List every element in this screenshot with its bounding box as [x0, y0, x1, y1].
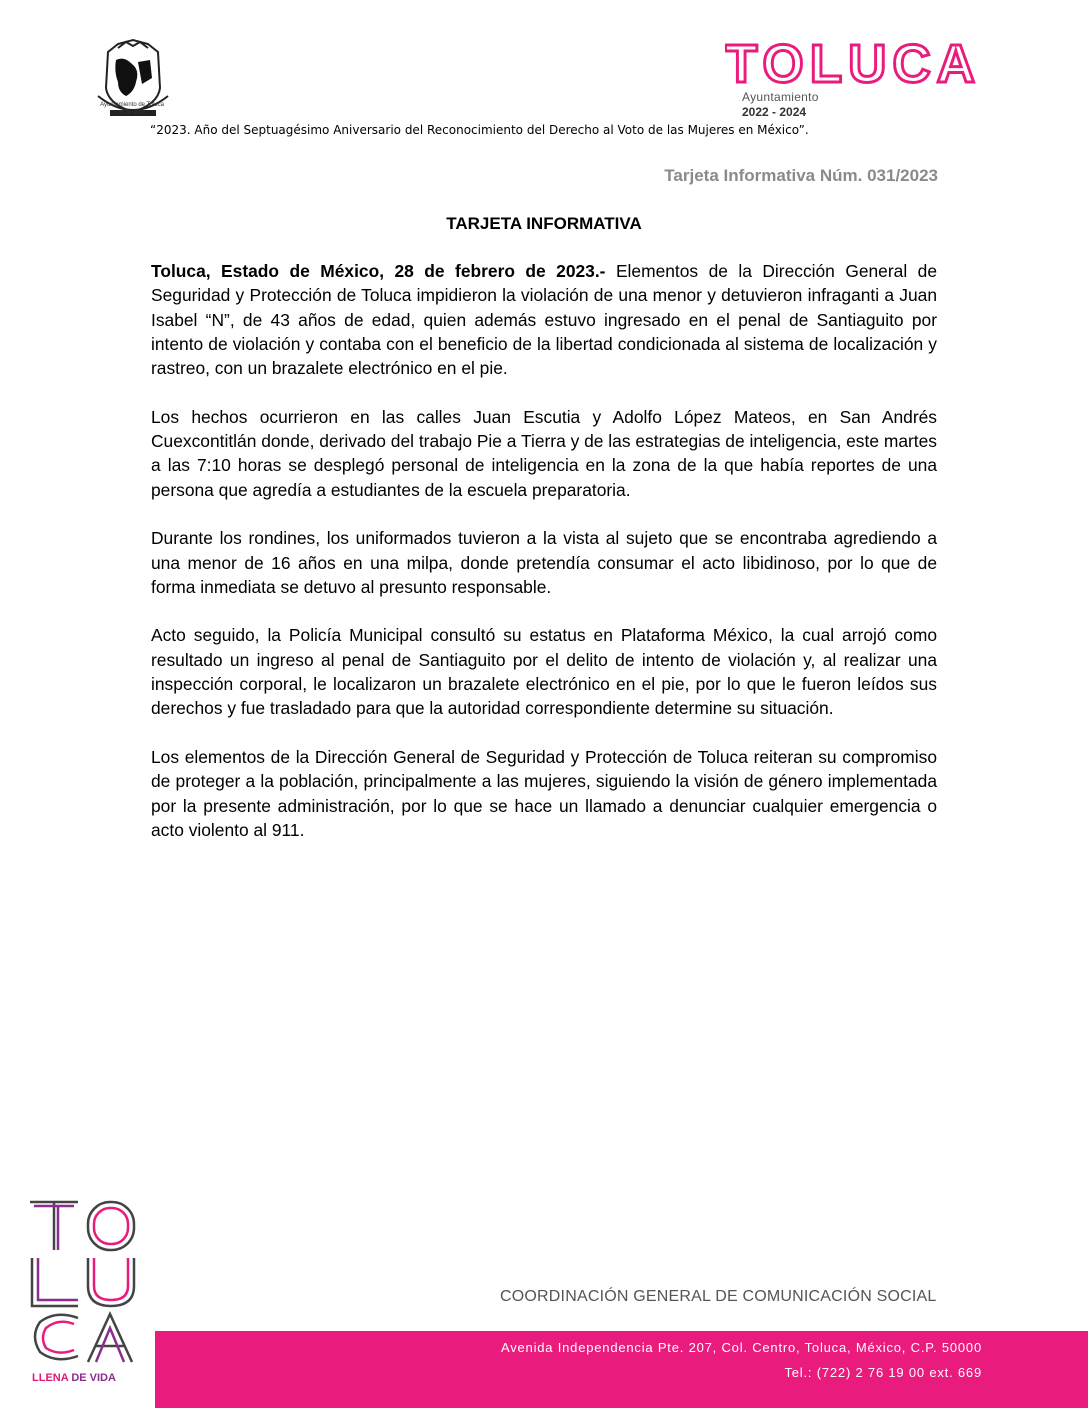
phone: Tel.: (722) 2 76 19 00 ext. 669 [784, 1365, 982, 1380]
paragraph-5: Los elementos de la Dirección General de Seguridad y Protección de Toluca reiteran su compromiso de proteger a la población, principalmente a las mujeres, siguiendo la visión de género implementada por la presente administración, por lo que se hace un llamado a denunciar cualquier emergencia o acto violento al 911. [151, 746, 937, 840]
document-body [151, 259, 937, 866]
toluca-stacked-logo-text: TOLUCA [26, 1196, 31, 1197]
coordination-label: COORDINACIÓN GENERAL DE COMUNICACIÓN SOCIAL [500, 1288, 937, 1305]
year-motto: “2023. Año del Septuagésimo Aniversario del Reconocimiento del Derecho al Voto de las Mujeres en México”. [150, 123, 809, 137]
toluca-stacked-logo [26, 1196, 140, 1366]
dateline: Toluca, Estado de México, 28 de febrero de 2023.- [151, 261, 606, 281]
document-title: TARJETA INFORMATIVA [446, 214, 642, 233]
toluca-logo-text: TOLUCA [725, 38, 981, 88]
ayuntamiento-years: 2022 - 2024 [742, 105, 807, 119]
ayuntamiento-label: Ayuntamiento [742, 90, 819, 104]
paragraph-1-text: Elementos de la Dirección General de Seguridad y Protección de Toluca impidieron la violación de una menor y detuvieron infraganti a Juan Isabel “N”, de 43 años de edad, quien además estuvo ingresado en el penal de Santiaguito por intento de violación y contaba con el beneficio de la libertad condicionada al sistema de localización y rastreo, con un brazalete electrónico en el pie. [151, 261, 937, 379]
slogan-part-1: LLENA [32, 1372, 69, 1384]
paragraph-2: Los hechos ocurrieron en las calles Juan Escutia y Adolfo López Mateos, en San Andrés Cuexcontitlán donde, derivado del trabajo Pie a Tierra y de las estrategias de inteligencia, este martes a las 7:10 horas se desplegó personal de inteligencia en la zona de la que había reportes de una persona que agredía a estudiantes de la escuela preparatoria. [151, 406, 937, 500]
reference-number: Tarjeta Informativa Núm. 031/2023 [664, 166, 938, 185]
paragraph-4: Acto seguido, la Policía Municipal consultó su estatus en Plataforma México, la cual arrojó como resultado un ingreso al penal de Santiaguito por el delito de intento de violación y, al realizar una inspección corporal, le localizaron un brazalete electrónico en el pie, por lo que le fueron leídos sus derechos y fue trasladado para que la autoridad correspondiente determine su situación. [151, 625, 937, 719]
slogan-part-2: DE VIDA [68, 1372, 116, 1384]
crest-caption-years: 2022 - 2024 [118, 110, 146, 116]
address: Avenida Independencia Pte. 207, Col. Centro, Toluca, México, C.P. 50000 [500, 1340, 982, 1355]
paragraph-3: Durante los rondines, los uniformados tuvieron a la vista al sujeto que se encontraba agrediendo a una menor de 16 años en una milpa, donde pretendía consumar el acto libidinoso, por lo que de forma inmediata se detuvo al presunto responsable. [151, 528, 937, 597]
crest-caption: Ayuntamiento de Toluca [100, 102, 164, 108]
paragraph-1 [151, 259, 937, 380]
slogan [32, 1372, 116, 1384]
toluca-logo [725, 38, 985, 88]
